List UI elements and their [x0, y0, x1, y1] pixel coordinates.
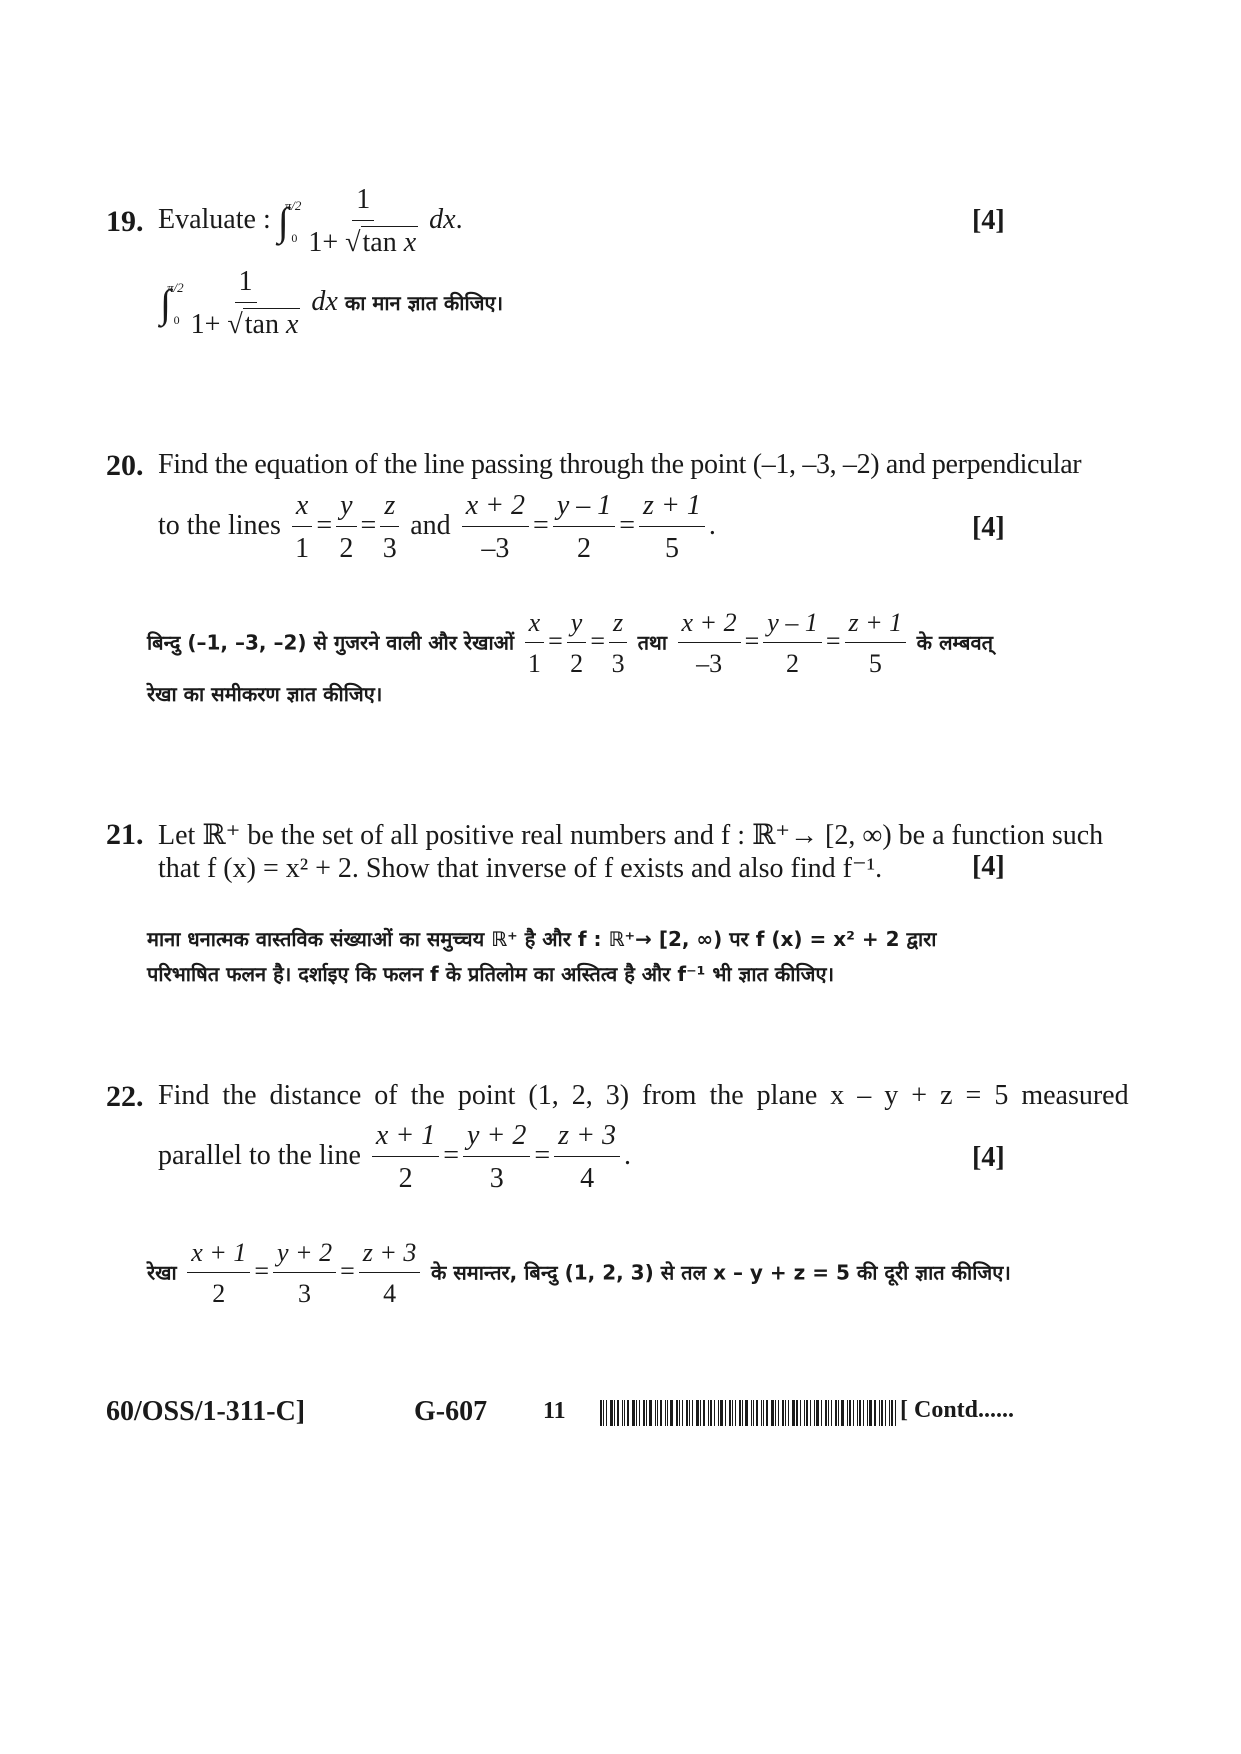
marks-badge: [4] [972, 512, 1005, 543]
question-20-hindi: बिन्दु (–1, –3, –2) से गुजरने वाली और रेखाओं $\frac{x}{1}$ = $\frac{y}{2}$ = $\frac{z}{3}$ तथा $\frac{x + 2}{-3}$ = $\frac{y - 1}{2}$ = $\frac{z + 1}{5}$ के लम्बवत् [147, 608, 993, 678]
barcode-bar [821, 1400, 822, 1426]
barcode-bar [885, 1400, 886, 1426]
barcode-bar [742, 1400, 743, 1426]
barcode-bar [732, 1400, 733, 1426]
barcode-bar [632, 1400, 635, 1426]
barcode-bar [782, 1400, 784, 1426]
marks-badge: [4] [972, 1142, 1005, 1173]
barcode-bar [710, 1400, 712, 1426]
barcode-bar [804, 1400, 805, 1426]
barcode-bar [816, 1400, 819, 1426]
barcode-bar [879, 1400, 880, 1426]
question-number: 20. [106, 449, 144, 482]
barcode-bar [788, 1400, 789, 1426]
barcode-bar [627, 1400, 629, 1426]
barcode-bar [751, 1400, 752, 1426]
barcode-bar [670, 1400, 673, 1426]
barcode-bar [796, 1400, 798, 1426]
barcode-bar [828, 1400, 829, 1426]
marks-badge: [4] [972, 205, 1005, 236]
barcode-bar [800, 1400, 801, 1426]
barcode-bar [825, 1400, 827, 1426]
hindi-text: रेखा का समीकरण ज्ञात कीजिए। [147, 682, 383, 706]
barcode-bar [700, 1400, 701, 1426]
hindi-text: परिभाषित फलन है। दर्शाइए कि फलन f के प्रतिलोम का अस्तित्व है और f⁻¹ भी ज्ञात कीजिए। [147, 962, 835, 986]
barcode-bar [610, 1400, 613, 1426]
barcode-bar [806, 1400, 808, 1426]
barcode-bar [859, 1400, 861, 1426]
lines-label: to the lines [158, 509, 281, 541]
hindi-text: माना धनात्मक वास्तविक संख्याओं का समुच्चय ℝ⁺ है और f : ℝ⁺→ [2, ∞) पर f (x) = x² + 2 द्वारा [147, 927, 937, 951]
barcode-bar [869, 1400, 872, 1426]
barcode-bar [660, 1400, 662, 1426]
barcode-bar [895, 1400, 896, 1426]
barcode-bar [775, 1400, 776, 1426]
barcode-bar [761, 1400, 762, 1426]
barcode-bar [692, 1400, 693, 1426]
series-code: G-607 [414, 1396, 488, 1427]
barcode-bar [649, 1400, 652, 1426]
barcode-bar [739, 1400, 741, 1426]
barcode-bar [863, 1400, 864, 1426]
barcode-bar [603, 1400, 604, 1426]
barcode-bar [624, 1400, 625, 1426]
question-19-hindi [160, 268, 503, 339]
barcode-bar [835, 1400, 837, 1426]
barcode-bar [847, 1400, 848, 1426]
barcode-bar [682, 1400, 683, 1426]
barcode-bar [614, 1400, 615, 1426]
barcode-bar [838, 1400, 839, 1426]
barcode-bar [708, 1400, 709, 1426]
barcode-bar [703, 1400, 705, 1426]
barcode-bar [841, 1400, 844, 1426]
barcode-bar [606, 1400, 607, 1426]
hindi-text: रेखा [147, 1260, 177, 1285]
barcode-bar [686, 1400, 688, 1426]
barcode-bar [617, 1400, 619, 1426]
barcode-bar [696, 1400, 699, 1426]
question-number: 21. [106, 818, 144, 851]
question-number: 22. [106, 1080, 144, 1113]
barcode-bar [622, 1400, 623, 1426]
continued-label: [ Contd...... [900, 1397, 1015, 1423]
hindi-text: के लम्बवत् [916, 630, 993, 655]
question-22-hindi: रेखा $\frac{x + 1}{2}$ = $\frac{y + 2}{3}$ = $\frac{z + 3}{4}$ के समान्तर, बिन्दु (1, 2, 3) से तल x – y + z = 5 की दूरी ज्ञात कीजिए। [147, 1238, 1011, 1308]
marks-badge: [4] [972, 851, 1005, 882]
paper-code: 60/OSS/1-311-C] [106, 1396, 306, 1427]
barcode-bar [714, 1400, 715, 1426]
barcode-bar [849, 1400, 851, 1426]
barcode-bar [735, 1400, 736, 1426]
question-20-line1: Find the equation of the line passing through the point (–1, –3, –2) and perpendicular [158, 449, 1082, 480]
question-21-line2: that f (x) = x² + 2. Show that inverse of f exists and also find f⁻¹. [158, 853, 883, 884]
question-19-text [158, 186, 463, 257]
barcode-bar [810, 1400, 811, 1426]
integral-expression: ∫$^{\pi/2}_0$ $\frac{1}{\text{1+ √tan x}}$ dx [160, 266, 338, 340]
barcode-bar [657, 1400, 658, 1426]
barcode-bar [874, 1400, 876, 1426]
barcode-bar [689, 1400, 690, 1426]
barcode-bar [889, 1400, 890, 1426]
parallel-label: parallel to the line [158, 1139, 361, 1171]
barcode-bar [756, 1400, 758, 1426]
barcode-bar [667, 1400, 668, 1426]
barcode-bar [636, 1400, 637, 1426]
barcode-bar [857, 1400, 858, 1426]
barcode-bar [792, 1400, 795, 1426]
question-21-line1: Let ℝ⁺ be the set of all positive real numbers and f : ℝ⁺→ [2, ∞) be a function such [158, 820, 1104, 851]
page-number: 11 [543, 1398, 566, 1424]
barcode-bar [718, 1400, 719, 1426]
question-20-line2: to the lines $\frac{x}{1}$ = $\frac{y}{2}$ = $\frac{z}{3}$ and $\frac{x + 2}{-3}$ = $\frac{y - 1}{2}$ = $\frac{z + 1}{5}$ . [158, 490, 716, 564]
barcode-bar [639, 1400, 640, 1426]
evaluate-label: Evaluate : [158, 203, 271, 235]
barcode-bar [643, 1400, 645, 1426]
barcode-bar [600, 1400, 602, 1426]
integral-expression: ∫$^{\pi/2}_0$ $\frac{1}{\text{1+ √tan x}}$ dx. [277, 184, 463, 258]
barcode [600, 1400, 899, 1426]
barcode-bar [676, 1400, 678, 1426]
barcode-bar [853, 1400, 854, 1426]
question-22-line1: Find the distance of the point (1, 2, 3) from the plane x – y + z = 5 measured [158, 1080, 1129, 1111]
hindi-text: के समान्तर, बिन्दु (1, 2, 3) से तल x – y + z = 5 की दूरी ज्ञात कीजिए। [430, 1260, 1011, 1285]
barcode-bar [753, 1400, 754, 1426]
barcode-bar [814, 1400, 815, 1426]
barcode-bar [891, 1400, 893, 1426]
barcode-bar [655, 1400, 656, 1426]
barcode-bar [766, 1400, 768, 1426]
and-label: and [410, 509, 451, 541]
barcode-bar [881, 1400, 883, 1426]
question-22-line2: parallel to the line $\frac{x + 1}{2}$ = $\frac{y + 2}{3}$ = $\frac{z + 3}{4}$ . [158, 1120, 631, 1194]
hindi-instruction: का मान ज्ञात कीजिए। [344, 290, 504, 315]
barcode-bar [785, 1400, 786, 1426]
hindi-text: तथा [637, 630, 668, 655]
barcode-bar [665, 1400, 666, 1426]
barcode-bar [679, 1400, 680, 1426]
barcode-bar [646, 1400, 647, 1426]
barcode-bar [831, 1400, 832, 1426]
barcode-bar [720, 1400, 723, 1426]
barcode-bar [725, 1400, 726, 1426]
barcode-bar [778, 1400, 779, 1426]
barcode-bar [729, 1400, 731, 1426]
question-number: 19. [106, 205, 144, 238]
barcode-bar [763, 1400, 764, 1426]
barcode-bar [745, 1400, 748, 1426]
barcode-bar [867, 1400, 868, 1426]
hindi-text: बिन्दु (–1, –3, –2) से गुजरने वाली और रेखाओं [147, 630, 515, 655]
barcode-bar [771, 1400, 774, 1426]
